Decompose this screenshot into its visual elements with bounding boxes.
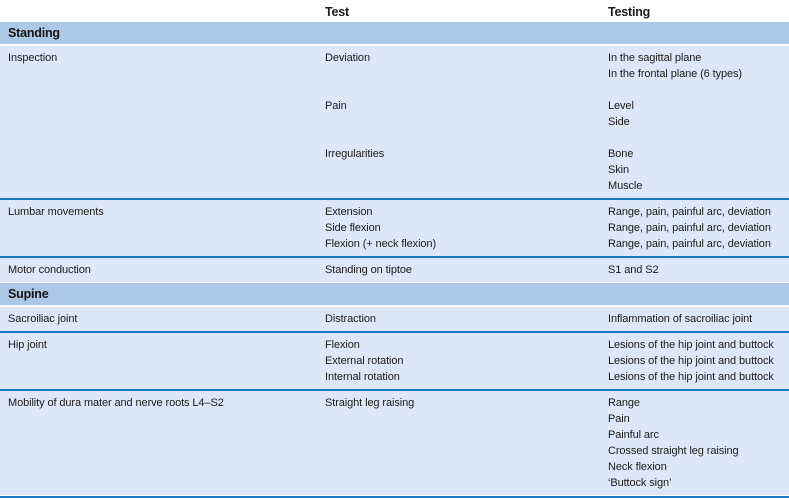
test-cell: Side flexion: [325, 222, 381, 234]
table-group-inspection: [0, 46, 789, 198]
section-header-supine: [0, 283, 789, 305]
testing-cell: [608, 395, 789, 491]
testing-line: Range, pain, painful arc, deviation: [608, 238, 771, 250]
column-header-empty: [0, 4, 325, 21]
testing-line: Inflammation of sacroiliac joint: [608, 313, 753, 325]
group-rows: [325, 311, 789, 327]
testing-line: Muscle: [608, 180, 643, 192]
table-subrow: [325, 337, 789, 353]
table-subrow: [325, 369, 789, 385]
testing-line: Neck flexion: [608, 461, 667, 473]
table-group-lumbar-movements: [0, 198, 789, 256]
testing-line: ‘Buttock sign’: [608, 477, 672, 489]
table-subrow: [325, 236, 789, 252]
group-rows: [325, 262, 789, 278]
test-cell: Internal rotation: [325, 371, 400, 383]
column-header-test: Test: [325, 5, 349, 19]
testing-line: Skin: [608, 164, 629, 176]
testing-cell: [608, 353, 789, 369]
testing-cell: [608, 311, 789, 327]
section-header-standing: [0, 22, 789, 44]
table-subrow: [325, 395, 789, 491]
group-rows: [325, 395, 789, 491]
testing-cell: [608, 146, 789, 194]
table-subrow: [325, 220, 789, 236]
table-subrow: [325, 98, 789, 130]
test-cell: Deviation: [325, 52, 370, 64]
group-label: Motor conduction: [8, 264, 91, 276]
group-label: Lumbar movements: [8, 206, 104, 218]
testing-line: Range, pain, painful arc, deviation: [608, 206, 771, 218]
test-cell: Distraction: [325, 313, 376, 325]
testing-cell: [608, 98, 789, 130]
testing-line: In the frontal plane (6 types): [608, 68, 742, 80]
testing-cell: [608, 369, 789, 385]
test-cell: Irregularities: [325, 148, 385, 160]
testing-line: S1 and S2: [608, 264, 659, 276]
testing-cell: [608, 50, 789, 82]
test-cell: Extension: [325, 206, 373, 218]
table-group-sacroiliac-joint: [0, 307, 789, 331]
testing-line: Range, pain, painful arc, deviation: [608, 222, 771, 234]
table-subrow: [325, 50, 789, 82]
table-subrow: [325, 146, 789, 194]
table-group-motor-conduction: [0, 256, 789, 282]
testing-line: Painful arc: [608, 429, 659, 441]
table-header-row: [0, 0, 789, 21]
group-label: Inspection: [8, 52, 58, 64]
testing-line: Bone: [608, 148, 634, 160]
testing-line: Lesions of the hip joint and buttock: [608, 371, 774, 383]
testing-line: Lesions of the hip joint and buttock: [608, 339, 774, 351]
table-subrow: [325, 311, 789, 327]
group-label: Hip joint: [8, 339, 47, 351]
test-cell: External rotation: [325, 355, 404, 367]
group-label: Mobility of dura mater and nerve roots L4–S2: [8, 397, 224, 409]
section-title: Standing: [8, 26, 60, 40]
group-label: Sacroiliac joint: [8, 313, 78, 325]
group-rows: [325, 204, 789, 252]
testing-cell: [608, 337, 789, 353]
testing-line: Range: [608, 397, 640, 409]
test-cell: Flexion: [325, 339, 360, 351]
testing-line: Level: [608, 100, 634, 112]
section-title: Supine: [8, 287, 49, 301]
table-subrow: [325, 262, 789, 278]
test-cell: Flexion (+ neck flexion): [325, 238, 437, 250]
column-header-testing: Testing: [608, 5, 651, 19]
table-subrow: [325, 353, 789, 369]
testing-cell: [608, 220, 789, 236]
testing-line: Side: [608, 116, 630, 128]
group-rows: [325, 337, 789, 385]
testing-line: Pain: [608, 413, 630, 425]
testing-line: In the sagittal plane: [608, 52, 702, 64]
test-cell: Pain: [325, 100, 347, 112]
testing-cell: [608, 204, 789, 220]
test-cell: Standing on tiptoe: [325, 264, 412, 276]
testing-cell: [608, 236, 789, 252]
group-rows: [325, 50, 789, 194]
testing-cell: [608, 262, 789, 278]
table-group-hip-joint: [0, 331, 789, 389]
table-subrow: [325, 204, 789, 220]
testing-line: Lesions of the hip joint and buttock: [608, 355, 774, 367]
test-cell: Straight leg raising: [325, 397, 415, 409]
testing-line: Crossed straight leg raising: [608, 445, 739, 457]
table-group-dura-mobility: [0, 389, 789, 495]
